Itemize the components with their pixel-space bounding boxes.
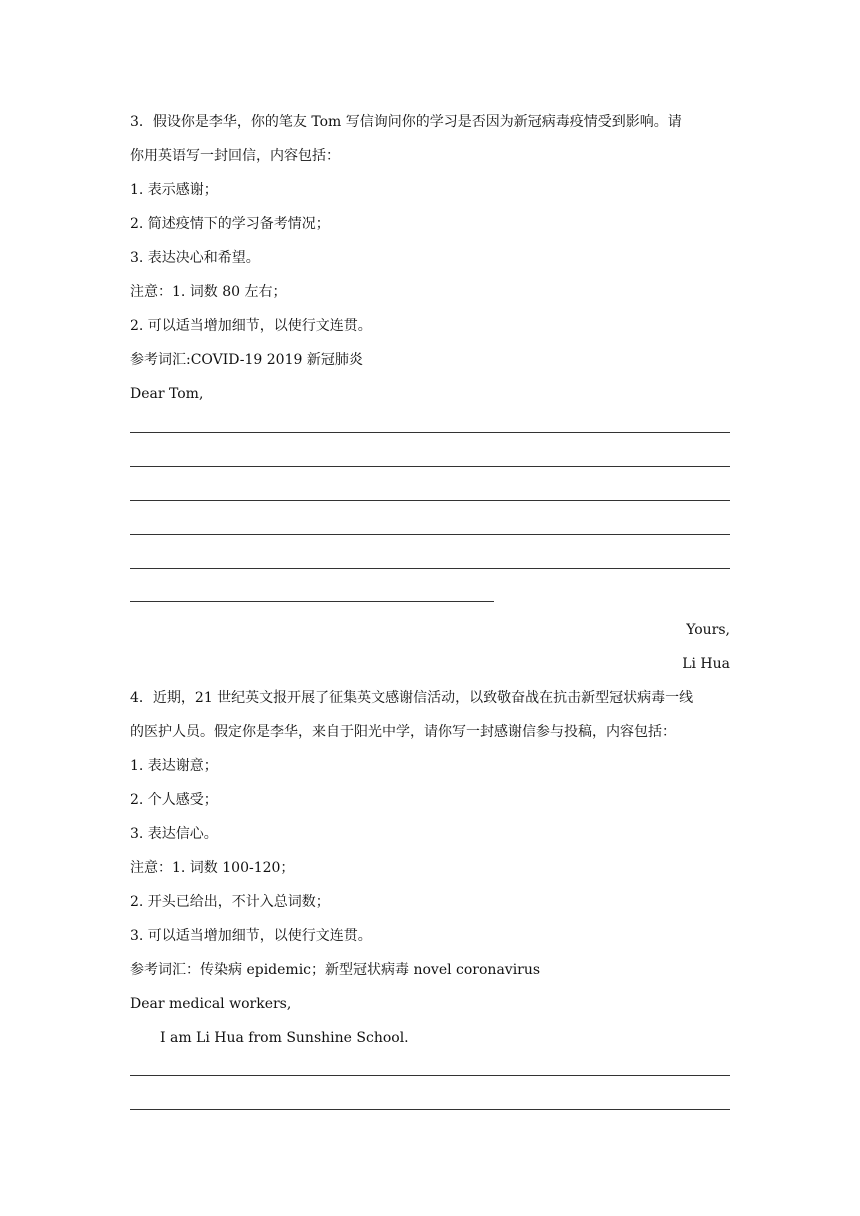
answer-line: [130, 534, 730, 535]
q4-vocabulary: 参考词汇：传染病 epidemic；新型冠状病毒 novel coronavirus: [130, 962, 541, 978]
q4-note-2: 2. 开头已给出，不计入总词数；: [130, 894, 330, 910]
q3-note-2: 2. 可以适当增加细节，以使行文连贯。: [130, 318, 372, 334]
q3-note-1: 注意：1. 词数 80 左右；: [130, 284, 287, 300]
q3-greeting: Dear Tom,: [130, 386, 204, 402]
answer-line: [130, 568, 730, 569]
answer-line: [130, 466, 730, 467]
q3-closing: Yours,: [686, 622, 730, 638]
q4-prompt-line-2: 的医护人员。假定你是李华，来自于阳光中学，请你写一封感谢信参与投稿，内容包括：: [130, 724, 676, 740]
q3-item-1: 1. 表示感谢；: [130, 182, 218, 198]
q3-item-2: 2. 简述疫情下的学习备考情况；: [130, 216, 330, 232]
q4-item-2: 2. 个人感受；: [130, 792, 218, 808]
q3-signature: Li Hua: [682, 656, 730, 672]
q3-item-3: 3. 表达决心和希望。: [130, 250, 260, 266]
answer-line: [130, 432, 730, 433]
q4-note-3: 3. 可以适当增加细节，以使行文连贯。: [130, 928, 372, 944]
q4-note-1: 注意：1. 词数 100-120；: [130, 860, 295, 876]
answer-line: [130, 500, 730, 501]
q4-opening-sentence: I am Li Hua from Sunshine School.: [160, 1030, 409, 1046]
answer-line: [130, 1075, 730, 1076]
q3-prompt-line-1: 3．假设你是李华，你的笔友 Tom 写信询问你的学习是否因为新冠病毒疫情受到影响。请: [130, 114, 682, 130]
q4-prompt-line-1: 4．近期，21 世纪英文报开展了征集英文感谢信活动，以致敬奋战在抗击新型冠状病毒一线: [130, 690, 694, 706]
q4-greeting: Dear medical workers,: [130, 996, 292, 1012]
answer-line-short: [130, 601, 494, 602]
q4-item-3: 3. 表达信心。: [130, 826, 218, 842]
answer-line: [130, 1109, 730, 1110]
q4-item-1: 1. 表达谢意；: [130, 758, 218, 774]
q3-vocabulary: 参考词汇:COVID-19 2019 新冠肺炎: [130, 352, 363, 368]
q3-prompt-line-2: 你用英语写一封回信，内容包括：: [130, 148, 340, 164]
